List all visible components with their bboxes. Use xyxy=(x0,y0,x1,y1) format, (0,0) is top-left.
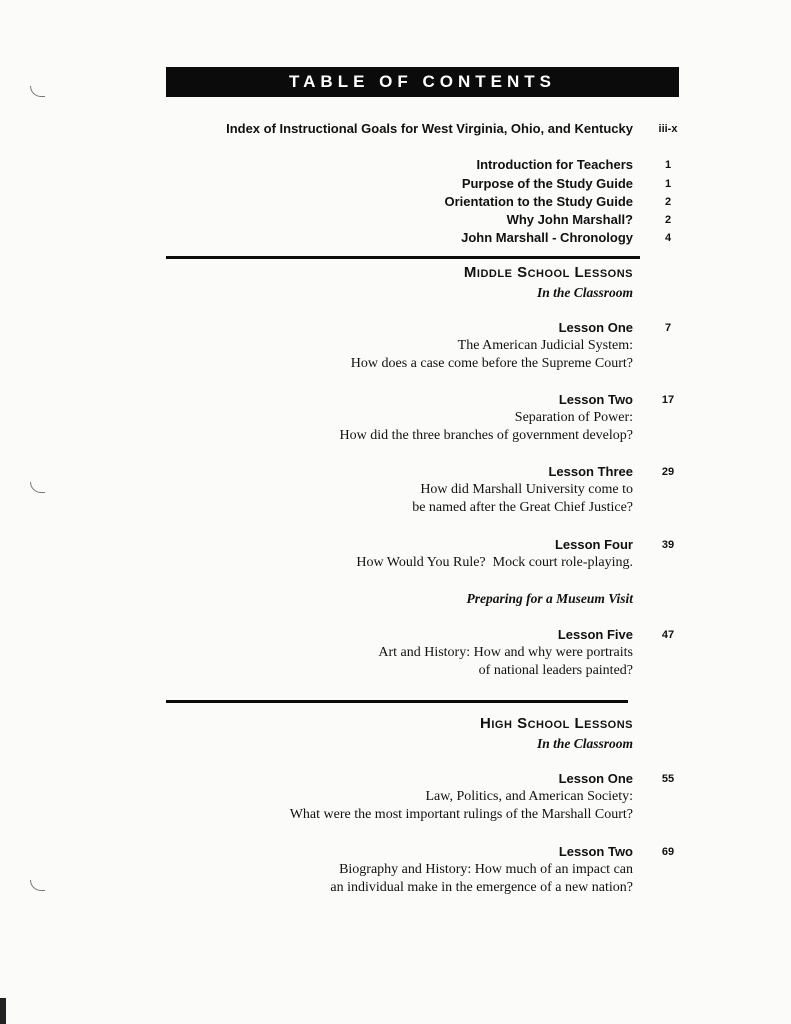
ms-lesson-three-desc-line1: How did Marshall University come to xyxy=(420,482,633,497)
museum-visit-heading: Preparing for a Museum Visit xyxy=(466,591,633,606)
scan-mark-bottom xyxy=(30,880,45,891)
section-heading-middle-school: Middle School Lessons xyxy=(463,264,633,281)
section-heading-high-school: High School Lessons xyxy=(480,715,633,732)
hs-lesson-two-desc-line1: Biography and History: How much of an impact can xyxy=(339,862,633,877)
scan-mark-middle xyxy=(30,482,45,493)
ms-lesson-four-desc-line1: How Would You Rule? Mock court role-playing. xyxy=(356,555,633,570)
ms-lesson-three-title: Lesson Three xyxy=(548,464,633,479)
hs-lesson-one-page: 55 xyxy=(661,773,675,785)
ms-lesson-one-page: 7 xyxy=(664,322,672,334)
ms-lesson-five-title: Lesson Five xyxy=(557,627,633,642)
ms-lesson-two-page: 17 xyxy=(661,394,675,406)
toc-page-orientation: 2 xyxy=(664,196,672,208)
ms-lesson-two-title: Lesson Two xyxy=(558,392,633,407)
toc-page-index-goals: iii-x xyxy=(658,123,678,135)
page-title: TABLE OF CONTENTS xyxy=(166,67,679,97)
toc-page-chronology: 4 xyxy=(664,232,672,244)
ms-lesson-four-title: Lesson Four xyxy=(554,537,633,552)
toc-entry-purpose: Purpose of the Study Guide xyxy=(461,176,633,191)
toc-entry-intro-teachers: Introduction for Teachers xyxy=(476,157,633,172)
ms-lesson-three-page: 29 xyxy=(661,466,675,478)
toc-page-intro-teachers: 1 xyxy=(664,159,672,171)
ms-lesson-four-page: 39 xyxy=(661,539,675,551)
scan-edge-bar xyxy=(0,998,6,1024)
ms-lesson-three-desc-line2: be named after the Great Chief Justice? xyxy=(412,500,633,515)
section-divider-middle xyxy=(166,256,640,259)
hs-lesson-two-page: 69 xyxy=(661,846,675,858)
ms-lesson-five-desc-line1: Art and History: How and why were portraits xyxy=(378,645,633,660)
ms-lesson-one-desc-line2: How does a case come before the Supreme Court? xyxy=(350,356,633,371)
hs-lesson-one-title: Lesson One xyxy=(558,771,633,786)
ms-lesson-one-desc-line1: The American Judicial System: xyxy=(457,338,633,353)
toc-entry-why-marshall: Why John Marshall? xyxy=(506,212,633,227)
toc-page-purpose: 1 xyxy=(664,178,672,190)
toc-entry-index-goals: Index of Instructional Goals for West Virginia, Ohio, and Kentucky xyxy=(226,121,633,136)
hs-lesson-two-desc-line2: an individual make in the emergence of a new nation? xyxy=(330,880,633,895)
section-subheading-high-classroom: In the Classroom xyxy=(536,736,633,751)
ms-lesson-five-desc-line2: of national leaders painted? xyxy=(478,663,633,678)
toc-entry-orientation: Orientation to the Study Guide xyxy=(444,194,633,209)
section-divider-high xyxy=(166,700,628,703)
section-subheading-middle-classroom: In the Classroom xyxy=(536,285,633,300)
scan-mark-top xyxy=(30,86,45,97)
ms-lesson-two-desc-line2: How did the three branches of government develop? xyxy=(339,428,633,443)
ms-lesson-two-desc-line1: Separation of Power: xyxy=(514,410,633,425)
hs-lesson-two-title: Lesson Two xyxy=(558,844,633,859)
hs-lesson-one-desc-line2: What were the most important rulings of the Marshall Court? xyxy=(289,807,633,822)
toc-entry-chronology: John Marshall - Chronology xyxy=(461,230,633,245)
toc-page-why-marshall: 2 xyxy=(664,214,672,226)
ms-lesson-five-page: 47 xyxy=(661,629,675,641)
hs-lesson-one-desc-line1: Law, Politics, and American Society: xyxy=(425,789,633,804)
ms-lesson-one-title: Lesson One xyxy=(558,320,633,335)
